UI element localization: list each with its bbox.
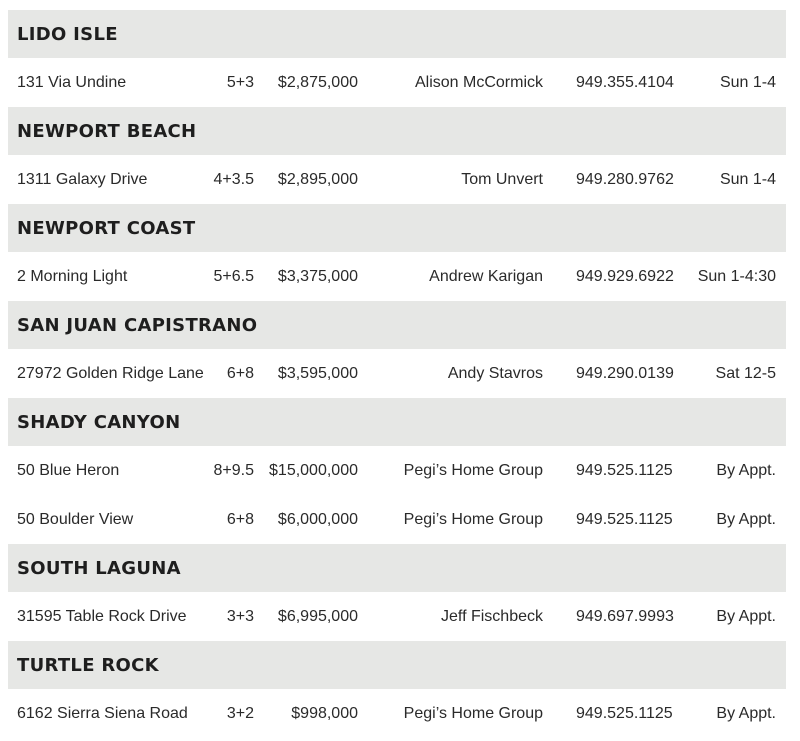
open-house-time-cell: By Appt. — [716, 704, 776, 722]
price-cell: $15,000,000 — [269, 461, 358, 479]
address-cell: 27972 Golden Ridge Lane — [17, 364, 204, 382]
phone-cell: 949.697.9993 — [576, 607, 674, 625]
listing-row — [8, 446, 786, 495]
beds-baths-cell: 6+8 — [226, 510, 254, 528]
open-house-time-cell: Sun 1-4 — [719, 73, 776, 91]
open-house-time-cell: Sun 1-4:30 — [697, 267, 776, 285]
neighborhood-section — [8, 544, 786, 641]
open-house-time-cell: By Appt. — [716, 461, 776, 479]
open-house-time-cell: By Appt. — [716, 607, 776, 625]
neighborhood-heading: SOUTH LAGUNA — [8, 544, 786, 592]
open-house-time-cell: By Appt. — [716, 510, 776, 528]
listing-row — [8, 689, 786, 738]
neighborhood-section — [8, 301, 786, 398]
neighborhood-heading: SAN JUAN CAPISTRANO — [8, 301, 786, 349]
phone-cell: 949.355.4104 — [576, 73, 674, 91]
price-cell: $3,375,000 — [277, 267, 358, 285]
listing-row — [8, 592, 786, 641]
beds-baths-cell: 5+6.5 — [213, 267, 254, 285]
address-cell: 2 Morning Light — [17, 267, 128, 285]
phone-cell: 949.290.0139 — [576, 364, 674, 382]
address-cell: 131 Via Undine — [17, 73, 127, 91]
beds-baths-cell: 5+3 — [226, 73, 254, 91]
neighborhood-heading: NEWPORT COAST — [8, 204, 786, 252]
listing-row — [8, 252, 786, 301]
agent-cell: Pegi’s Home Group — [403, 704, 543, 722]
price-cell: $3,595,000 — [277, 364, 358, 382]
neighborhood-section — [8, 398, 786, 544]
price-cell: $6,000,000 — [277, 510, 358, 528]
phone-cell: 949.525.1125 — [576, 704, 673, 722]
listing-row — [8, 58, 786, 107]
price-cell: $2,875,000 — [277, 73, 358, 91]
address-cell: 50 Boulder View — [17, 510, 134, 528]
price-cell: $2,895,000 — [277, 170, 358, 188]
neighborhood-heading: SHADY CANYON — [8, 398, 786, 446]
phone-cell: 949.929.6922 — [576, 267, 674, 285]
phone-cell: 949.525.1125 — [576, 461, 673, 479]
agent-cell: Jeff Fischbeck — [441, 607, 543, 625]
beds-baths-cell: 3+2 — [226, 704, 254, 722]
neighborhood-heading: NEWPORT BEACH — [8, 107, 786, 155]
neighborhood-section — [8, 107, 786, 204]
address-cell: 6162 Sierra Siena Road — [17, 704, 188, 722]
agent-cell: Pegi’s Home Group — [403, 510, 543, 528]
listing-row — [8, 495, 786, 544]
open-house-time-cell: Sun 1-4 — [719, 170, 776, 188]
open-house-listing — [8, 10, 786, 738]
neighborhood-heading: LIDO ISLE — [8, 10, 786, 58]
address-cell: 31595 Table Rock Drive — [17, 607, 187, 625]
neighborhood-heading: TURTLE ROCK — [8, 641, 786, 689]
neighborhood-section — [8, 204, 786, 301]
price-cell: $6,995,000 — [277, 607, 358, 625]
phone-cell: 949.280.9762 — [576, 170, 674, 188]
agent-cell: Andrew Karigan — [429, 267, 543, 285]
agent-cell: Alison McCormick — [414, 73, 543, 91]
agent-cell: Pegi’s Home Group — [403, 461, 543, 479]
open-house-time-cell: Sat 12-5 — [715, 364, 776, 382]
price-cell: $998,000 — [291, 704, 358, 722]
neighborhood-section — [8, 641, 786, 738]
address-cell: 1311 Galaxy Drive — [17, 170, 148, 188]
listing-row — [8, 349, 786, 398]
listing-row — [8, 155, 786, 204]
beds-baths-cell: 3+3 — [226, 607, 254, 625]
address-cell: 50 Blue Heron — [17, 461, 120, 479]
beds-baths-cell: 4+3.5 — [213, 170, 254, 188]
beds-baths-cell: 6+8 — [226, 364, 254, 382]
phone-cell: 949.525.1125 — [576, 510, 673, 528]
neighborhood-section — [8, 10, 786, 107]
agent-cell: Andy Stavros — [447, 364, 543, 382]
agent-cell: Tom Unvert — [461, 170, 543, 188]
beds-baths-cell: 8+9.5 — [213, 461, 254, 479]
